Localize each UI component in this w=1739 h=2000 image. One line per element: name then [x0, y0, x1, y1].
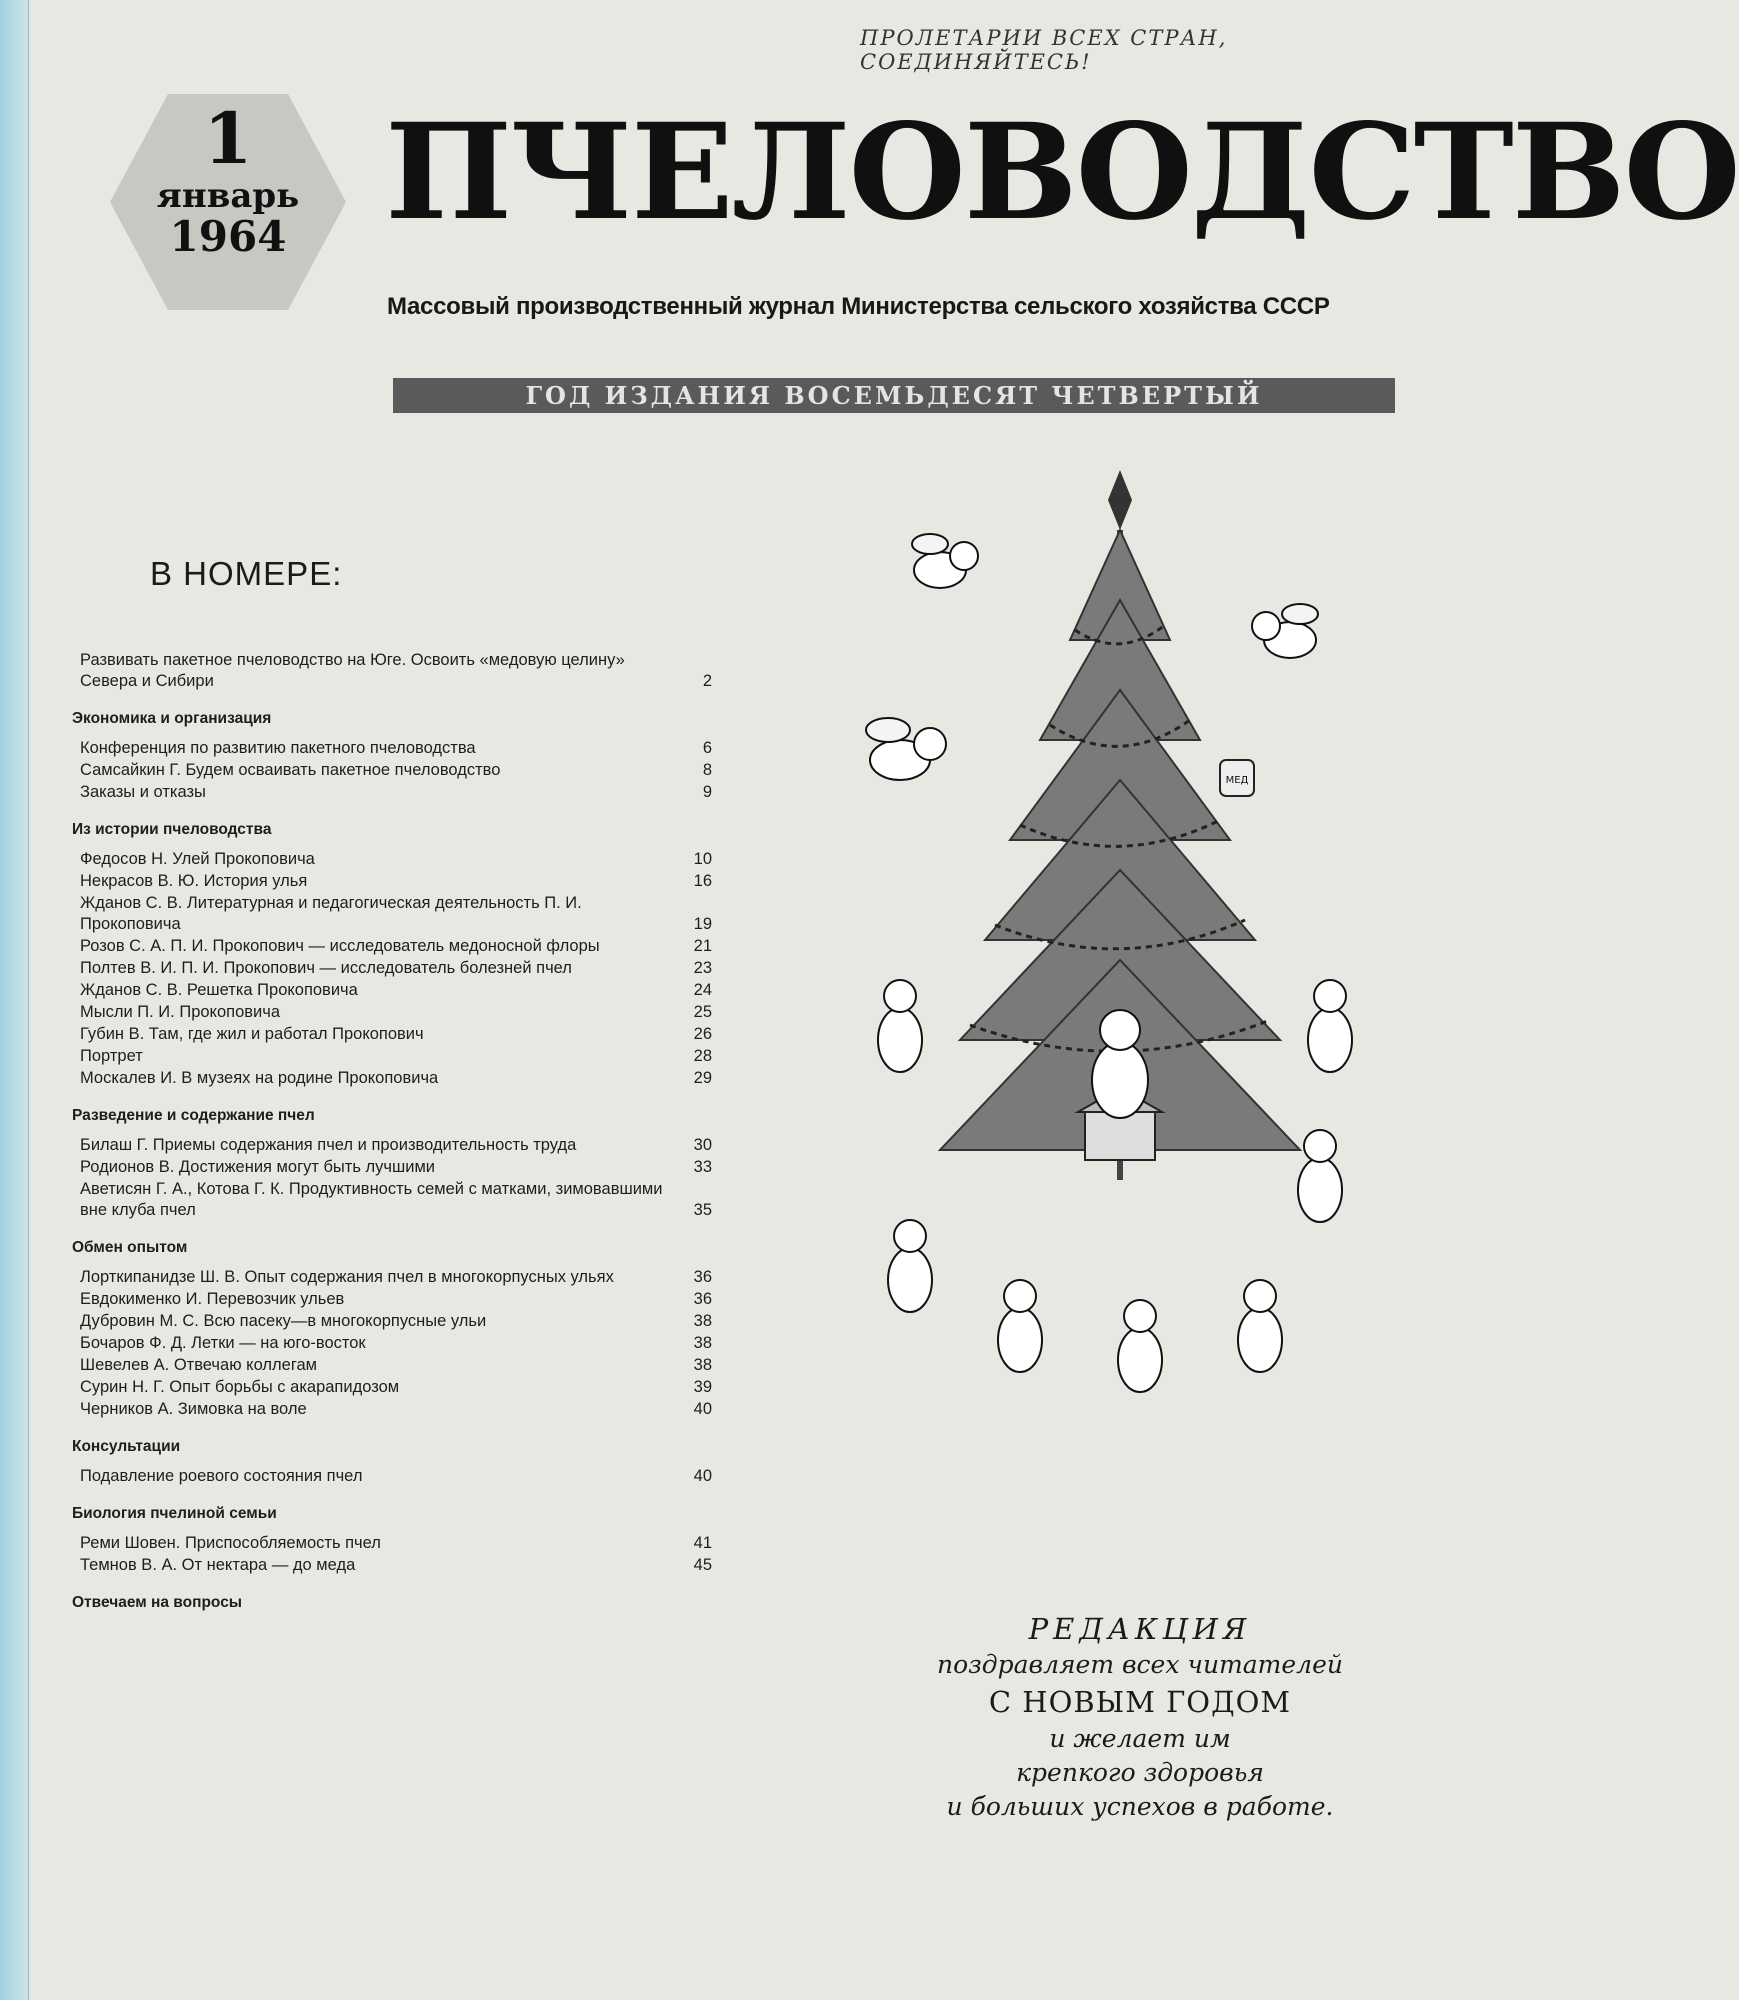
toc-entry-page: 39: [693, 1378, 712, 1396]
toc-entry-page: 29: [693, 1069, 712, 1087]
toc-entry: [60, 849, 740, 870]
bee-icon: [1238, 1280, 1282, 1372]
christmas-tree-illustration: [820, 460, 1420, 1590]
toc-entry-page: 6: [702, 739, 712, 757]
magazine-subtitle: Массовый производственный журнал Министерства сельского хозяйства СССР: [387, 293, 1330, 320]
new-year-greeting: [860, 1610, 1420, 1824]
toc-entry-title: Родионов В. Достижения могут быть лучшими: [80, 1158, 436, 1176]
toc-entry: [60, 1533, 740, 1554]
toc-entry: [60, 1355, 740, 1376]
toc-entry-page: 45: [693, 1556, 712, 1574]
toc-entry-title: Темнов В. А. От нектара — до меда: [80, 1556, 356, 1574]
toc-entry: [60, 1311, 740, 1332]
toc-section-title: Отвечаем на вопросы: [72, 1594, 243, 1611]
toc-entry-page: 19: [693, 915, 712, 933]
toc-entry-title: Портрет: [80, 1047, 143, 1065]
bee-icon: [1118, 1300, 1162, 1392]
toc-entry-title: Черников А. Зимовка на воле: [80, 1400, 307, 1418]
toc-entry-title: Некрасов В. Ю. История улья: [80, 872, 308, 890]
toc-entry-page: 10: [693, 850, 712, 868]
toc-entry-page: 41: [693, 1534, 712, 1552]
toc-entry: [60, 1046, 740, 1067]
bee-icon: [998, 1280, 1042, 1372]
toc-entry-title: Самсайкин Г. Будем осваивать пакетное пчеловодство: [80, 761, 501, 779]
toc-entry-page: 30: [693, 1136, 712, 1154]
toc-entry: [60, 1135, 740, 1156]
greeting-new-year: С НОВЫМ ГОДОМ: [988, 1685, 1292, 1719]
year-banner: ГОД ИЗДАНИЯ ВОСЕМЬДЕСЯТ ЧЕТВЕРТЫЙ: [393, 378, 1395, 413]
toc-entry: [60, 936, 740, 957]
toc-entry-page: 38: [693, 1356, 712, 1374]
toc-entry-title: Жданов С. В. Решетка Прокоповича: [80, 981, 358, 999]
toc-section-title: Биология пчелиной семьи: [72, 1505, 277, 1522]
bee-icon: [1308, 980, 1352, 1072]
bee-icon: [1298, 1130, 1342, 1222]
toc-entry-title: Розов С. А. П. И. Прокопович — исследователь медоносной флоры: [80, 937, 600, 955]
issue-number: 1: [203, 97, 253, 180]
toc-entry-title: Сурин Н. Г. Опыт борьбы с акарапидозом: [80, 1378, 400, 1396]
toc-entry-page: 16: [693, 872, 712, 890]
greeting-editorial: РЕДАКЦИЯ: [1028, 1612, 1252, 1646]
toc-entry-title: Лорткипанидзе Ш. В. Опыт содержания пчел в многокорпусных ульях: [80, 1268, 614, 1286]
toc-entry-page: 26: [693, 1025, 712, 1043]
toc-entry: [60, 1289, 740, 1310]
toc-entry: [60, 1466, 740, 1487]
greeting-line: крепкого здоровья: [1016, 1758, 1264, 1787]
tree-star-icon: [1108, 470, 1132, 530]
toc-entry: [60, 1555, 740, 1576]
toc-entry-page: 38: [693, 1312, 712, 1330]
toc-entry-title: Москалев И. В музеях на родине Прокоповича: [80, 1069, 439, 1087]
bee-icon: [866, 718, 946, 780]
toc-entry: [60, 1068, 740, 1089]
toc-entry-title: Бочаров Ф. Д. Летки — на юго-восток: [80, 1334, 366, 1352]
toc-entry-title: Мысли П. И. Прокоповича: [80, 1003, 280, 1021]
toc-entry: [60, 1267, 740, 1288]
toc-entry-page: 40: [693, 1400, 712, 1418]
toc-entry-title: Федосов Н. Улей Прокоповича: [80, 850, 315, 868]
toc-entry-title: Реми Шовен. Приспособляемость пчел: [80, 1534, 381, 1552]
toc-entry: [60, 782, 740, 803]
issue-month: январь: [156, 176, 300, 216]
toc-section-title: Обмен опытом: [72, 1239, 188, 1256]
toc-entry-title: Конференция по развитию пакетного пчеловодства: [80, 739, 476, 757]
honey-jar-icon: [1220, 760, 1254, 796]
toc-entry: [60, 871, 740, 892]
toc-entry-page: 24: [693, 981, 712, 999]
binding-spine: [0, 0, 29, 2000]
toc-entry-title: Развивать пакетное пчеловодство на Юге. Освоить «медовую целину» Севера и Сибири: [80, 651, 625, 690]
honey-jar-label: МЕД: [1225, 775, 1249, 786]
toc-entry-title: Жданов С. В. Литературная и педагогическая деятельность П. И. Прокоповича: [80, 894, 582, 933]
toc-entry: [60, 650, 740, 692]
toc-entry-title: Евдокименко И. Перевозчик ульев: [80, 1290, 345, 1308]
toc-entry-title: Дубровин М. С. Всю пасеку—в многокорпусные ульи: [80, 1312, 487, 1330]
toc-entry: [60, 1002, 740, 1023]
toc-entry-title: Полтев В. И. П. И. Прокопович — исследователь болезней пчел: [80, 959, 572, 977]
toc-entry-page: 36: [693, 1290, 712, 1308]
toc-entry-page: 28: [693, 1047, 712, 1065]
issue-year: 1964: [169, 212, 287, 261]
toc-entry-title: Билаш Г. Приемы содержания пчел и производительность труда: [80, 1136, 577, 1154]
toc-entry: [60, 738, 740, 759]
toc-entry: [60, 1024, 740, 1045]
bee-icon: [888, 1220, 932, 1312]
toc-section-title: Консультации: [72, 1438, 181, 1455]
toc-entry-title: Заказы и отказы: [80, 783, 206, 801]
bee-icon: [1092, 1010, 1148, 1118]
toc-entry: [60, 980, 740, 1001]
toc-entry-page: 21: [693, 937, 712, 955]
toc-entry-page: 33: [693, 1158, 712, 1176]
toc-entry: [60, 958, 740, 979]
toc-entry-title: Шевелев А. Отвечаю коллегам: [80, 1356, 317, 1374]
toc-entry-page: 40: [693, 1467, 712, 1485]
greeting-line: поздравляет всех читателей: [937, 1650, 1343, 1679]
table-of-contents: [60, 650, 740, 1622]
toc-entry-page: 8: [702, 761, 712, 779]
toc-entry: [60, 1157, 740, 1178]
toc-section-title: Экономика и организация: [72, 710, 272, 727]
toc-entry-page: 25: [693, 1003, 712, 1021]
issue-badge: [108, 92, 348, 312]
greeting-line: и больших успехов в работе.: [946, 1792, 1334, 1821]
bee-icon: [1252, 604, 1318, 658]
bee-icon: [878, 980, 922, 1072]
toc-entry-page: 2: [702, 672, 712, 690]
toc-entry: [60, 1377, 740, 1398]
toc-entry: [60, 1399, 740, 1420]
toc-entry-title: Аветисян Г. А., Котова Г. К. Продуктивность семей с матками, зимовавшими вне клуба пчел: [80, 1180, 663, 1219]
toc-entry: [60, 1179, 740, 1221]
toc-entry-page: 35: [693, 1201, 712, 1219]
toc-entry: [60, 1333, 740, 1354]
toc-entry-page: 9: [702, 783, 712, 801]
toc-entry-page: 36: [693, 1268, 712, 1286]
toc-entry-title: Подавление роевого состояния пчел: [80, 1467, 363, 1485]
greeting-line: и желает им: [1049, 1724, 1231, 1753]
toc-section-title: Из истории пчеловодства: [72, 821, 272, 838]
toc-entry: [60, 760, 740, 781]
toc-entry-title: Губин В. Там, где жил и работал Прокопович: [80, 1025, 424, 1043]
toc-heading: В НОМЕРЕ:: [150, 555, 343, 592]
masthead-motto: ПРОЛЕТАРИИ ВСЕХ СТРАН, СОЕДИНЯЙТЕСЬ!: [860, 26, 1228, 74]
toc-entry-page: 23: [693, 959, 712, 977]
toc-section-title: Разведение и содержание пчел: [72, 1107, 315, 1124]
bee-icon: [912, 534, 978, 588]
toc-entry-page: 38: [693, 1334, 712, 1352]
toc-entry: [60, 893, 740, 935]
magazine-title: ПЧЕЛОВОДСТВО: [385, 95, 1739, 250]
